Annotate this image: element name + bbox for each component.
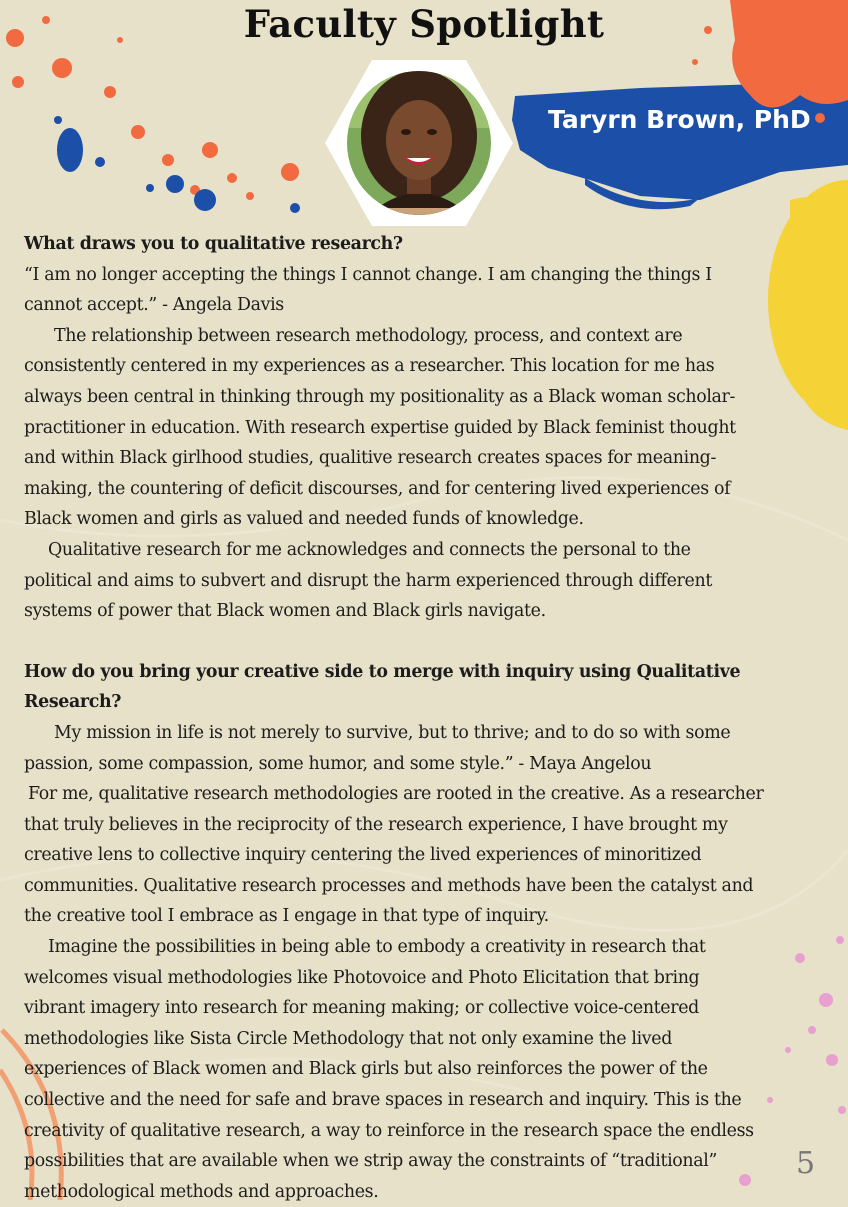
answer-2-p2-line-2: welcomes visual methodologies like Photovoice and Photo Elicitation that bring	[24, 967, 700, 988]
answer-1-p2-line-1: Qualitative research for me acknowledges and connects the personal to the	[48, 539, 691, 560]
answer-2-p2-line-1: Imagine the possibilities in being able to embody a creativity in research that	[48, 937, 706, 958]
answer-2-p2-line-7: creativity of qualitative research, a way to reinforce in the research space the endless	[24, 1120, 754, 1141]
question-2-line-1: How do you bring your creative side to merge with inquiry using Qualitative	[24, 661, 741, 682]
answer-1-p2-line-3: systems of power that Black women and Black girls navigate.	[24, 601, 546, 622]
answer-1-p1-line-4: practitioner in education. With research expertise guided by Black feminist thought	[24, 417, 736, 438]
quote-1-line-1: “I am no longer accepting the things I cannot change. I am changing the things I	[24, 264, 712, 285]
page-number: 5	[796, 1146, 816, 1181]
answer-1-p1-line-1: The relationship between research methodology, process, and context are	[54, 325, 683, 346]
answer-1-p1-line-6: making, the countering of deficit discourses, and for centering lived experiences of	[24, 478, 731, 499]
answer-2-p2-line-3: vibrant imagery into research for meaning making; or collective voice-centered	[24, 998, 699, 1019]
quote-2-line-1: My mission in life is not merely to survive, but to thrive; and to do so with some	[54, 722, 731, 743]
answer-2-p2-line-8: possibilities that are available when we strip away the constraints of “traditional”	[24, 1151, 718, 1172]
answer-2-p2-line-4: methodologies like Sista Circle Methodology that not only examine the lived	[24, 1028, 672, 1049]
page-title: Faculty Spotlight	[243, 2, 605, 46]
answer-2-p1-line-5: the creative tool I embrace as I engage in that type of inquiry.	[24, 906, 549, 927]
question-2-line-2: Research?	[24, 692, 122, 713]
faculty-photo	[325, 58, 513, 228]
answer-2-p1-line-2: that truly believes in the reciprocity of the research experience, I have brought my	[24, 814, 728, 835]
answer-1-p1-line-7: Black women and girls as valued and needed funds of knowledge.	[24, 509, 584, 530]
answer-1-p1-line-5: and within Black girlhood studies, qualitive research creates spaces for meaning-	[24, 448, 716, 469]
section-spacer	[24, 627, 828, 657]
quote-1-line-2: cannot accept.” - Angela Davis	[24, 295, 284, 316]
answer-2-p1-line-1: For me, qualitative research methodologies are rooted in the creative. As a researcher	[28, 784, 764, 805]
blue-brush	[512, 82, 848, 209]
answer-1-p2-line-2: political and aims to subvert and disrupt the harm experienced through different	[24, 570, 712, 591]
answer-2-p2-line-6: collective and the need for safe and brave spaces in research and inquiry. This is the	[24, 1090, 742, 1111]
quote-2-line-2: passion, some compassion, some humor, and some style.” - Maya Angelou	[24, 753, 652, 774]
question-1: What draws you to qualitative research?	[24, 234, 403, 254]
answer-2-p1-line-3: creative lens to collective inquiry centering the lived experiences of minoritized	[24, 845, 702, 866]
answer-2-p2-line-5: experiences of Black women and Black girls but also reinforces the power of the	[24, 1059, 708, 1080]
answer-2-p2-line-9: methodological methods and approaches.	[24, 1181, 379, 1202]
answer-1-p1-line-2: consistently centered in my experiences as a researcher. This location for me has	[24, 356, 715, 377]
answer-2-p1-line-4: communities. Qualitative research processes and methods have been the catalyst and	[24, 875, 754, 896]
answer-1-p1-line-3: always been central in thinking through my positionality as a Black woman scholar-	[24, 386, 736, 407]
article-body	[24, 229, 828, 1207]
portrait-image	[325, 58, 513, 228]
faculty-name: Taryrn Brown, PhD	[548, 105, 811, 134]
